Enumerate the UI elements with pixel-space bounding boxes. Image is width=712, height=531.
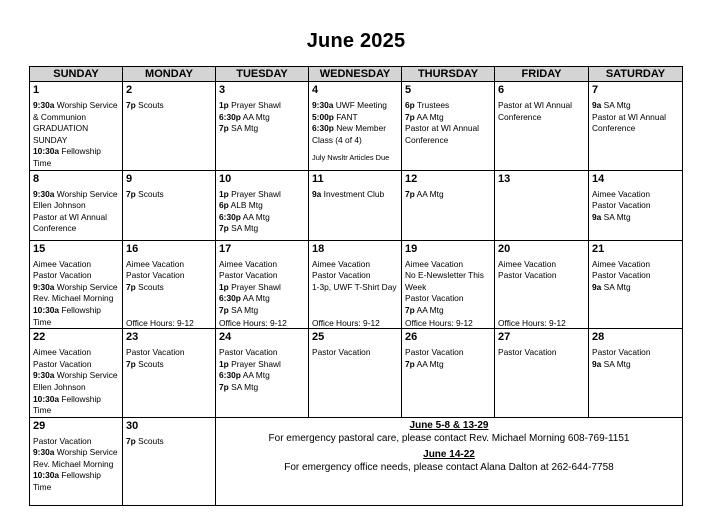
day-cell: [30, 240, 123, 329]
calendar-event: [405, 347, 491, 359]
event-text: Prayer Shawl: [228, 358, 281, 369]
week-row: [30, 170, 683, 240]
calendar-event: [405, 270, 491, 293]
day-cell: [30, 417, 123, 505]
event-text: Pastor Vacation: [312, 270, 371, 281]
day-cell: [495, 170, 589, 240]
calendar-event: [498, 347, 585, 359]
calendar-event: [33, 394, 119, 417]
calendar-event: [405, 112, 491, 124]
day-cell: [123, 329, 216, 418]
header-thursday: THURSDAY: [402, 67, 495, 82]
calendar-event: [33, 370, 119, 382]
day-number: 17: [219, 242, 232, 255]
calendar-event: [33, 123, 119, 146]
event-text: Pastor Vacation: [126, 347, 185, 358]
event-text: Pastor Vacation: [219, 270, 278, 281]
calendar-event: [33, 270, 119, 282]
event-time: 6:30p: [219, 211, 241, 222]
event-time: 6:30p: [219, 370, 241, 381]
week-row: [30, 417, 683, 505]
calendar-event: [33, 382, 119, 394]
day-number: 19: [405, 242, 418, 255]
event-text: AA Mtg: [414, 358, 444, 369]
event-text: Rev. Michael Morning: [33, 293, 114, 304]
day-number: 16: [126, 242, 139, 255]
header-wednesday: WEDNESDAY: [309, 67, 402, 82]
calendar-event: [219, 189, 305, 201]
calendar-event: [219, 259, 305, 271]
calendar-event: [312, 270, 398, 282]
event-time: 6p: [405, 100, 415, 110]
day-number: 25: [312, 331, 325, 344]
event-time: 9:30a: [33, 188, 55, 199]
event-text: SA Mtg: [228, 381, 259, 392]
calendar-event: [592, 282, 679, 294]
event-text: Worship Service: [54, 447, 118, 458]
event-text: Worship Service: [54, 370, 118, 381]
event-time: 7p: [219, 223, 229, 234]
event-text: Pastor at WI Annual Conference: [498, 100, 573, 122]
calendar-event: [126, 259, 212, 271]
event-text: Scouts: [135, 358, 164, 369]
calendar-event: [33, 259, 119, 271]
event-time: 7p: [405, 358, 415, 369]
calendar-event: [498, 270, 585, 282]
calendar-event: [592, 100, 679, 112]
office-hours: Office Hours: 9-12: [126, 318, 194, 329]
day-cell: [309, 170, 402, 240]
calendar-event: [405, 259, 491, 271]
header-sunday: SUNDAY: [30, 67, 123, 82]
event-time: 9a: [312, 188, 322, 199]
event-time: 7p: [405, 111, 415, 122]
day-number: 5: [405, 84, 412, 96]
event-text: Scouts: [135, 188, 164, 199]
week-row: [30, 329, 683, 418]
day-number: 24: [219, 331, 232, 344]
calendar-event: [219, 112, 305, 124]
event-text: AA Mtg: [414, 188, 444, 199]
day-number: 12: [405, 172, 418, 185]
office-hours: Office Hours: 9-12: [405, 318, 473, 329]
calendar-event: [126, 436, 212, 448]
calendar-event: [126, 270, 212, 282]
day-number: 30: [126, 419, 139, 432]
day-cell: [402, 170, 495, 240]
event-time: 7p: [126, 100, 136, 110]
day-cell: [309, 329, 402, 418]
event-text: Pastor Vacation: [498, 270, 557, 281]
calendar-event: [219, 123, 305, 135]
event-text: 1-3p, UWF T-Shirt Day: [312, 281, 397, 292]
calendar-title: June 2025: [306, 30, 406, 52]
calendar-event: [312, 347, 398, 359]
event-time: 6:30p: [312, 123, 334, 134]
calendar-event: [33, 436, 119, 448]
header-monday: MONDAY: [123, 67, 216, 82]
event-time: 10:30a: [33, 146, 60, 157]
week-row: [30, 82, 683, 171]
header-saturday: SATURDAY: [589, 67, 683, 82]
calendar-event: [219, 223, 305, 235]
event-text: Ellen Johnson: [33, 381, 86, 392]
event-text: SA Mtg: [601, 211, 631, 222]
day-cell: [309, 240, 402, 329]
day-cell: [495, 82, 589, 171]
day-number: 2: [126, 84, 133, 96]
event-text: Fellowship Time: [33, 470, 101, 493]
day-number: 26: [405, 331, 418, 344]
day-number: 7: [592, 84, 599, 96]
event-text: AA Mtg: [240, 370, 270, 381]
day-cell: [123, 170, 216, 240]
event-time: 7p: [405, 188, 415, 199]
day-cell: [123, 417, 216, 505]
office-hours: Office Hours: 9-12: [498, 318, 566, 329]
event-text: Pastor Vacation: [312, 347, 371, 358]
calendar-event: [33, 212, 119, 235]
calendar-event: [405, 100, 491, 112]
calendar-event: [126, 347, 212, 359]
event-text: SA Mtg: [228, 304, 259, 315]
event-text: Aimee Vacation: [219, 258, 278, 269]
notes-date-range: June 5-8 & 13-29: [409, 419, 489, 431]
event-text: GRADUATION SUNDAY: [33, 123, 89, 145]
calendar-event: [219, 200, 305, 212]
event-time: 7p: [126, 281, 136, 292]
day-cell: [589, 329, 683, 418]
calendar-event: [312, 259, 398, 271]
calendar-event: [33, 459, 119, 471]
event-time: 5:00p: [312, 111, 334, 122]
event-time: 6:30p: [219, 293, 241, 304]
calendar-event: [498, 100, 585, 123]
event-text: Aimee Vacation: [498, 258, 557, 269]
calendar-event: [592, 347, 679, 359]
day-number: 14: [592, 172, 605, 185]
event-text: Pastor Vacation: [219, 347, 278, 358]
event-time: 9:30a: [33, 447, 55, 458]
day-cell: [589, 170, 683, 240]
event-text: Pastor Vacation: [126, 270, 185, 281]
day-number: 1: [33, 84, 40, 96]
event-text: New Member Class (4 of 4): [312, 123, 387, 145]
event-text: Pastor Vacation: [33, 435, 92, 446]
calendar-event: [219, 282, 305, 294]
calendar-event: [312, 123, 398, 146]
event-text: Aimee Vacation: [405, 258, 464, 269]
event-text: AA Mtg: [240, 111, 270, 122]
event-text: Pastor Vacation: [33, 358, 92, 369]
day-cell: [402, 82, 495, 171]
calendar-event: [219, 382, 305, 394]
day-cell: [123, 240, 216, 329]
day-number: 6: [498, 84, 505, 96]
event-time: 6:30p: [219, 111, 241, 122]
event-text: Aimee Vacation: [592, 188, 651, 199]
event-time: 7p: [219, 381, 229, 392]
event-time: 7p: [405, 304, 415, 315]
day-number: 20: [498, 242, 511, 255]
calendar-event: [33, 100, 119, 123]
event-text: Aimee Vacation: [33, 258, 92, 269]
event-text: Rev. Michael Morning: [33, 458, 114, 469]
event-text: No E-Newsletter This Week: [405, 270, 484, 292]
week-row: [30, 240, 683, 329]
event-text: Scouts: [135, 100, 164, 110]
event-time: 1p: [219, 188, 229, 199]
event-time: 1p: [219, 100, 229, 110]
event-time: 9:30a: [33, 370, 55, 381]
calendar-event: [33, 305, 119, 328]
event-text: FANT: [333, 111, 358, 122]
event-text: Pastor at WI Annual Conference: [405, 123, 480, 145]
header-friday: FRIDAY: [495, 67, 589, 82]
calendar-event: [312, 100, 398, 112]
notes-contact-text: For emergency office needs, please contact Alana Dalton at 262-644-7758: [284, 461, 614, 473]
event-text: Pastor Vacation: [33, 270, 92, 281]
event-text: Fellowship Time: [33, 304, 101, 327]
event-text: Pastor Vacation: [592, 200, 651, 211]
day-cell: [30, 329, 123, 418]
event-text: Aimee Vacation: [312, 258, 371, 269]
event-text: Pastor Vacation: [405, 293, 464, 304]
event-time: 9a: [592, 358, 602, 369]
calendar-event: [592, 259, 679, 271]
calendar-event: [592, 359, 679, 371]
day-cell: [30, 170, 123, 240]
calendar-event: [219, 212, 305, 224]
calendar-event: [33, 359, 119, 371]
calendar-event: [405, 123, 491, 146]
event-text: Aimee Vacation: [33, 347, 92, 358]
calendar-event: [219, 270, 305, 282]
day-number: 21: [592, 242, 605, 255]
day-number: 27: [498, 331, 511, 344]
day-number: 18: [312, 242, 325, 255]
day-number: 3: [219, 84, 226, 96]
event-time: 7p: [126, 188, 136, 199]
calendar-event: [312, 112, 398, 124]
day-cell: [495, 329, 589, 418]
event-text: Fellowship Time: [33, 146, 101, 168]
day-cell: [216, 329, 309, 418]
calendar-event: [405, 359, 491, 371]
day-number: 15: [33, 242, 46, 255]
calendar-event: [126, 359, 212, 371]
event-text: Aimee Vacation: [126, 258, 185, 269]
event-time: 7p: [126, 435, 136, 446]
day-number: 23: [126, 331, 139, 344]
day-cell: [402, 240, 495, 329]
day-cell: [216, 82, 309, 171]
event-time: 9a: [592, 211, 602, 222]
event-time: 7p: [219, 304, 229, 315]
event-text: UWF Meeting: [333, 100, 387, 110]
office-hours: Office Hours: 9-12: [312, 318, 380, 329]
event-text: Worship Service & Communion: [33, 100, 118, 122]
event-text: Aimee Vacation: [592, 258, 651, 269]
event-time: 9:30a: [33, 100, 55, 110]
calendar-event: [33, 200, 119, 212]
event-text: ALB Mtg: [228, 200, 263, 211]
event-time: 7p: [219, 123, 229, 134]
event-text: Pastor Vacation: [405, 347, 464, 358]
day-cell: [216, 170, 309, 240]
event-text: AA Mtg: [414, 111, 444, 122]
event-text: Prayer Shawl: [228, 281, 281, 292]
day-cell: [30, 82, 123, 171]
calendar-event: [592, 189, 679, 201]
event-text: SA Mtg: [228, 123, 259, 134]
event-time: 6p: [219, 200, 229, 211]
day-number: 13: [498, 172, 511, 185]
calendar-event: [312, 189, 398, 201]
event-time: 9:30a: [312, 100, 334, 110]
event-time: 10:30a: [33, 393, 60, 404]
event-text: Ellen Johnson: [33, 200, 86, 211]
day-number: 8: [33, 172, 40, 185]
calendar-event: [592, 270, 679, 282]
header-tuesday: TUESDAY: [216, 67, 309, 82]
day-number: 28: [592, 331, 605, 344]
day-number: 9: [126, 172, 133, 185]
day-number: 10: [219, 172, 232, 185]
calendar-event: [592, 112, 679, 135]
calendar-event: [219, 293, 305, 305]
event-text: Scouts: [135, 435, 164, 446]
event-text: Worship Service: [54, 281, 118, 292]
event-text: Investment Club: [321, 188, 385, 199]
day-cell: [123, 82, 216, 171]
event-text: Worship Service: [54, 188, 118, 199]
event-time: 1p: [219, 281, 229, 292]
calendar-event: [126, 189, 212, 201]
event-text: AA Mtg: [240, 211, 270, 222]
calendar-event: [592, 200, 679, 212]
event-text: SA Mtg: [601, 100, 631, 110]
calendar-event: [219, 370, 305, 382]
day-cell: [309, 82, 402, 171]
calendar-event: [126, 100, 212, 112]
calendar-event: [33, 470, 119, 493]
calendar-event: [33, 293, 119, 305]
event-text: SA Mtg: [601, 281, 631, 292]
event-text: Pastor Vacation: [592, 347, 651, 358]
calendar-event: [219, 100, 305, 112]
day-number: 22: [33, 331, 46, 344]
event-text: SA Mtg: [601, 358, 631, 369]
calendar-event: [405, 305, 491, 317]
calendar-event: [219, 305, 305, 317]
day-number: 29: [33, 419, 46, 432]
event-time: 9a: [592, 100, 602, 110]
notes-contact-text: For emergency pastoral care, please contact Rev. Michael Morning 608-769-1151: [268, 432, 630, 444]
calendar-event: [592, 212, 679, 224]
calendar-event: [33, 447, 119, 459]
calendar-event: [219, 347, 305, 359]
calendar-event: [405, 293, 491, 305]
calendar-grid: [29, 66, 683, 506]
day-cell: [216, 240, 309, 329]
event-text: Prayer Shawl: [228, 188, 281, 199]
office-hours: Office Hours: 9-12: [219, 318, 287, 329]
calendar-event: [312, 282, 398, 294]
event-text: Trustees: [414, 100, 450, 110]
event-text: SA Mtg: [228, 223, 259, 234]
weekday-header-row: [30, 67, 683, 82]
notes-date-range: June 14-22: [423, 448, 475, 460]
day-cell: [589, 82, 683, 171]
event-time: 9a: [592, 281, 602, 292]
event-time: 9:30a: [33, 281, 55, 292]
emergency-contacts-notes: [216, 417, 683, 505]
calendar-event: [33, 146, 119, 169]
event-text: AA Mtg: [240, 293, 270, 304]
day-cell: [495, 240, 589, 329]
day-number: 4: [312, 84, 319, 96]
calendar-event: [126, 282, 212, 294]
event-time: 10:30a: [33, 304, 60, 315]
event-text: Pastor at WI Annual Conference: [592, 111, 667, 134]
calendar-event: [405, 189, 491, 201]
event-text: Pastor Vacation: [498, 347, 557, 358]
day-cell: [402, 329, 495, 418]
calendar-event: [33, 347, 119, 359]
calendar-event: [33, 189, 119, 201]
event-text: Pastor Vacation: [592, 270, 651, 281]
calendar-event: [33, 282, 119, 294]
event-time: 1p: [219, 358, 229, 369]
event-text: Scouts: [135, 281, 164, 292]
event-text: Prayer Shawl: [228, 100, 281, 110]
day-cell: [589, 240, 683, 329]
calendar-event: [498, 259, 585, 271]
event-text: Pastor at WI Annual Conference: [33, 211, 108, 234]
event-time: 10:30a: [33, 470, 60, 481]
event-time: 7p: [126, 358, 136, 369]
event-text: Fellowship Time: [33, 393, 101, 416]
calendar-event: [219, 359, 305, 371]
event-text: AA Mtg: [414, 304, 444, 315]
event-note: July Nwsltr Articles Due: [312, 153, 390, 163]
day-number: 11: [312, 172, 324, 185]
